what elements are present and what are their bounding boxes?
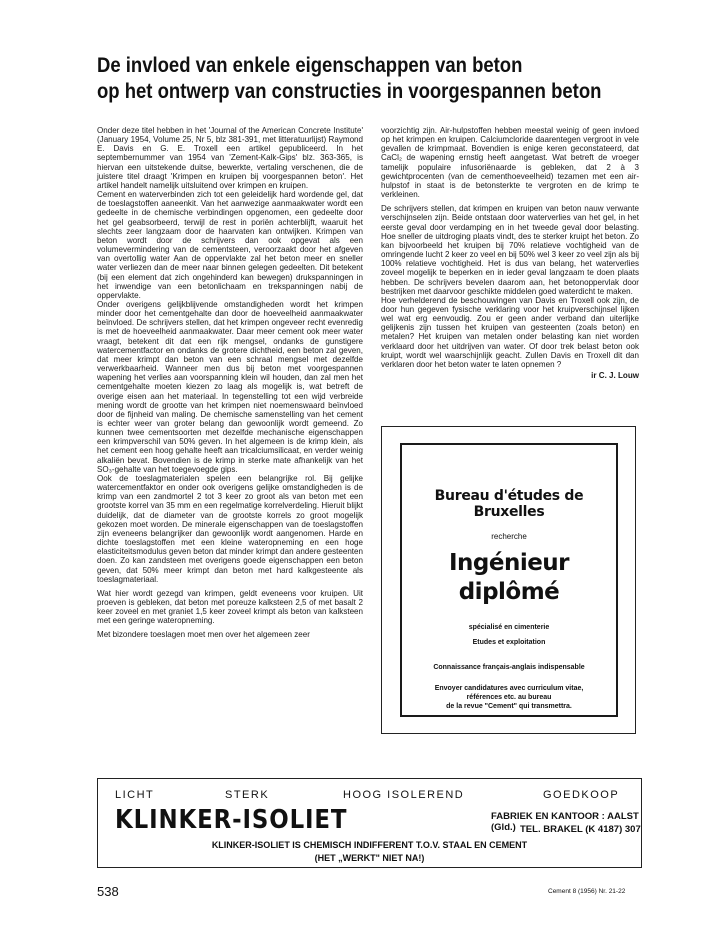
article-title-line-1: De invloed van enkele eigenschappen van beton <box>97 53 523 77</box>
paragraph: Onder deze titel hebben in het 'Journal of the American Concrete Institute' (January 1954, Volume 25, Nr 5, blz 381-391, met litteratuurlijst) Raymond E. Davis en G. E. Troxell een artikel gepubliceerd. In het septembernummer van 1954 van 'Zement-Kalk-Gips' blz. 363-365, is hiervan een uitstekende duitse, bewerkte, vertaling verschenen, die de juistere titel draagt 'Krimpen en kruipen bij voorgespannen beton'. Het artikel handelt namelijk uitsluitend over krimpen en kruipen. <box>97 126 363 190</box>
ad-factory-address: FABRIEK EN KANTOOR : AALST (Gld.) <box>491 811 639 833</box>
author-signature: ir C. J. Louw <box>591 371 639 381</box>
ad-send-line-3: de la revue "Cement" qui transmettra. <box>446 703 572 710</box>
ad-language: Connaissance français-anglais indispensable <box>433 664 585 671</box>
paragraph: Hoe verhelderend de beschouwingen van Davis en Troxell ook zijn, de door hun gegeven fysische verklaring voor het kruipverschijnsel lijken wel wat erg eenvoudig. Zou er geen ander verband dan uiterlijke gelijkenis zijn tussen het kruipen van gesteenten (zoals beton) en metalen? Het kruipen van metalen onder belasting kan niet worden verklaard door het uitdrijven van water. Of door trek belast beton ook kruipt, wordt wel waarschijnlijk geacht. Zullen Davis en Troxell dit dan verklaren door het beton water te laten opnemen ? <box>381 295 639 369</box>
paragraph: Onder overigens gelijkblijvende omstandigheden wordt het krimpen minder door het cementgehalte dan door de hoeveelheid aanmaakwater beïnvloed. De schrijvers stellen, dat het krimpen ongeveer recht evenredig is met de hoeveelheid aanmaakwater. Daar meer cement ook meer water vraagt, betekent dit dat een rijk mengsel, ondanks de gunstigere watercementfactor en ondanks de grotere dichtheid, een beton zal geven, dat meer krimpt dan beton van een schraal mengsel met dezelfde verwerkbaarheid. Wanneer men dus bij beton met voorgespannen wapening het verlies aan voorspanning klein wil houden, dan zal men het cementgehalte moeten kiezen zo laag als mogelijk is, wat betreft de overige eisen aan het materiaal. In tegenstelling tot een wijd verbreide mening wordt de grootte van het krimpen niet noemenswaard beïnvloed door de fijnheid van maling. De chemische samenstelling van het cement is echter weer van groter belang dan gewoonlijk wordt gemeend. Zo kunnen twee cementsoorten met dezelfde mechanische eigenschappen een krimpverschil van 50% geven. In het algemeen is de krimp klein, als het cement een hoog gehalte heeft aan tricalciumsilicaat, en verder weinig alkaliën bevat. Bovendien is de krimp in sterke mate afhankelijk van het SO₃-gehalte van het toegevoegde gips. <box>97 299 363 474</box>
klinker-isoliet-advertisement <box>97 778 642 868</box>
paragraph: De schrijvers stellen, dat krimpen en kruipen van beton nauw verwante verschijnselen zijn. Beide ontstaan door waterverlies van het gel, in het eerste geval door verdamping en in het tweede geval door belasting. Hoe sneller de uitdroging plaats vindt, des te sterker kruipt het beton. Zo kan bijvoorbeeld het kruipen bij 70% relatieve vochtigheid van de omringende lucht 2 keer zo veel en bij 50% wel 3 keer zo veel zijn als bij 100% relatieve vochtigheid. Het is dus van belang, het waterverlies zoveel mogelijk te beperken en in ieder geval langzaam te doen plaats hebben. De schrijvers bevelen daarom aan, het betonoppervlak door bestrijken met daarvoor geschikte middelen goed waterdicht te maken. <box>381 204 639 296</box>
ad-specialisation: spécialisé en cimenterie <box>468 624 550 631</box>
ad-recherche: recherche <box>491 532 527 541</box>
paragraph: Cement en waterverbinden zich tot een geleidelijk hard wordende gel, dat de toeslagstoffen aaneenkit. Van het aanwezige aanmaakwater wordt een gedeelte in de chemische verbindingen opgenomen, een gedeelte door het gel geabsorbeerd, terwijl de rest in poriën achterblijft, waaruit het slechts zeer langzaam door de haarvaten kan ontwijken. Krimpen van beton wordt door de schrijvers dan ook opgevat als een volumevermindering van de cementsteen, veroorzaakt door het afgeven van overtollig water Aan de oppervlakte zal het beton meer en sneller water verliezen dan de meer naar binnen gelegen gedeelten. Dit betekent (bij een element dat zich ongehinderd kan bewegen) drukspanningen in het inwendige van een betonlichaam en trekspanningen nabij de oppervlakte. <box>97 190 363 300</box>
ad-send-line-2: références etc. au bureau <box>466 694 552 701</box>
paragraph: Met bizondere toeslagen moet men over het algemeen zeer <box>97 630 310 640</box>
paragraph: voorzichtig zijn. Air-hulpstoffen hebben meestal weinig of geen invloed op het krimpen en kruipen. Calciumcloride daarentegen vergroot in vele gevallen de krimpmaat. Bovendien is enige keren geconstateerd, dat CaCl₂ de wapening ernstig heeft aangetast. Wat betreft de vroeger tamelijk populaire infusoriënaarde is gebleken, dat 2 à 3 gewichtprocenten (van de cementhoeveelheid) tezamen met een air-hulpstof in staat is de betonsterkte te vergroten en de krimp te verkleinen. <box>381 126 639 200</box>
article-title-line-2: op het ontwerp van constructies in voorgespannen beton <box>97 79 602 103</box>
page-number: 538 <box>97 884 119 899</box>
ad-goedkoop: GOEDKOOP <box>543 789 620 801</box>
ad-sterk: STERK <box>225 789 270 801</box>
ad-bureau-name: Bureau d'études de Bruxelles <box>434 488 584 520</box>
paragraph: Ook de toeslagmaterialen spelen een belangrijke rol. Bij gelijke watercementfaktor en onder ook overigens gelijke omstandigheden is de krimp van een zandmortel 2 tot 3 keer zo groot als van beton met een grootste korrel van 35 mm en een regelmatige korrelverdeling. Hieruit blijkt duidelijk, dat de diameter van de grootste korrels zo groot mogelijk gekozen moet worden. De minerale eigenschappen van de toeslagstoffen zijn eveneens belangrijker dan gewoonlijk wordt aangenomen. Harde en dichte toeslagstoffen met een kleine wateropneming en een hoge elasticiteitsmodulus geven beton dat minder krimpt dan andere gesteenten doen. Zo kan zandsteen met overigens goede eigenschappen een beton geven, dat 50% meer krimpt dan beton met hard kalkgesteente als toeslagmateriaal. <box>97 473 363 584</box>
ad-brand-name: KLINKER-ISOLIET <box>115 805 348 835</box>
paragraph: Wat hier wordt gezegd van krimpen, geldt eveneens voor kruipen. Uit proeven is gebleken, dat beton met poreuze kalksteen 2,5 of met basalt 2 keer zoveel en met graniet 1,5 keer zoveel krimpt als beton van kalksteen met een geringe wateropneming. <box>97 588 363 626</box>
ad-send-line-1: Envoyer candidatures avec curriculum vitae, <box>434 685 584 692</box>
job-advertisement <box>381 426 636 734</box>
ad-licht: LICHT <box>115 789 155 801</box>
ad-title-ingenieur: Ingénieur <box>448 550 570 576</box>
ad-tagline-note: (HET „WERKT" NIET NA!) <box>314 853 425 863</box>
left-column <box>97 126 363 640</box>
journal-citation: Cement 8 (1956) Nr. 21-22 <box>548 888 626 895</box>
ad-hoog-isolerend: HOOG ISOLEREND <box>343 789 465 801</box>
article-title <box>97 52 602 104</box>
ad-telephone: TEL. BRAKEL (K 4187) 307 <box>520 824 641 835</box>
ad-title-diplome: diplômé <box>458 579 560 605</box>
right-column <box>381 126 639 380</box>
job-advertisement-frame <box>400 443 618 717</box>
ad-tagline: KLINKER-ISOLIET IS CHEMISCH INDIFFERENT T.O.V. STAAL EN CEMENT <box>211 840 528 850</box>
ad-studies: Etudes et exploitation <box>472 639 546 646</box>
